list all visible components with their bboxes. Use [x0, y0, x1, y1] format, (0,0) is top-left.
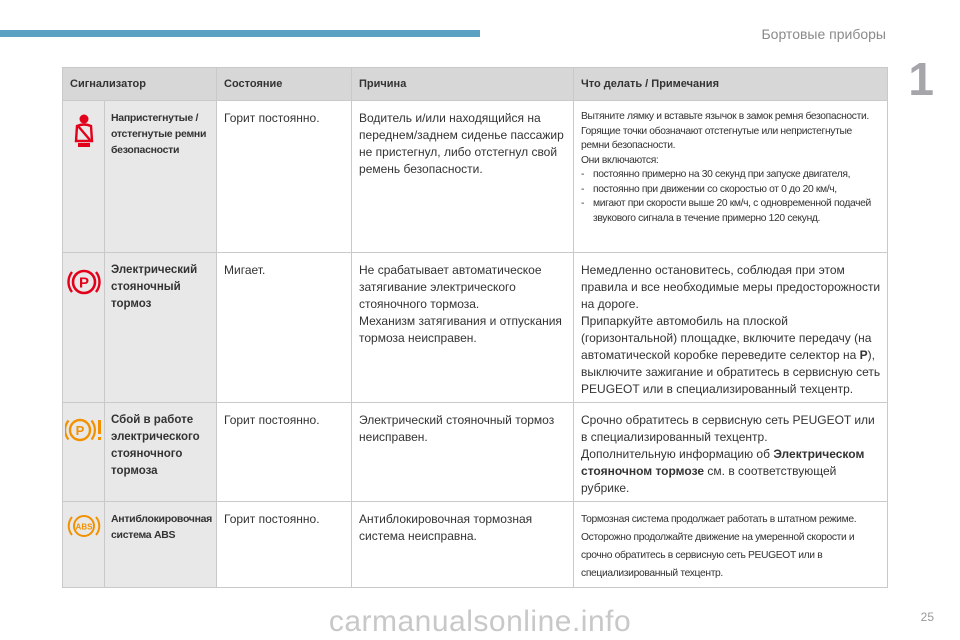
table-row: [63, 403, 888, 502]
action-paragraph: Срочно обратитесь в сервисную сеть PEUGEOT или в специализированный техцентр.: [581, 413, 875, 444]
column-header-cause: Причина: [352, 68, 574, 101]
list-item: - постоянно при движении со скоростью от 0 до 20 км/ч,: [581, 183, 837, 195]
cause-text: Электрический стояночный тормоз неисправен.: [352, 403, 574, 502]
seatbelt-icon: [69, 113, 99, 149]
state-text: Горит постоянно.: [217, 502, 352, 588]
abs-icon-label: ABS: [75, 522, 92, 532]
table-row: [63, 502, 888, 588]
icon-cell: [63, 502, 105, 588]
column-header-state: Состояние: [217, 68, 352, 101]
icon-cell: [63, 403, 105, 502]
state-text: Горит постоянно.: [217, 101, 352, 253]
table-header-row: [63, 68, 888, 101]
action-text: [574, 403, 888, 502]
chapter-number: 1: [908, 53, 934, 105]
action-line: Горящие точки обозначают отстегнутые или непристегнутые ремни безопасности.: [581, 125, 852, 151]
cause-text: Водитель и/или находящийся на переднем/заднем сиденье пассажир не пристегнул, либо отстегнул свой ремень безопасности.: [352, 101, 574, 253]
icon-cell: [63, 253, 105, 403]
list-item: - постоянно примерно на 30 секунд при запуске двигателя,: [581, 169, 851, 180]
action-text: Тормозная система продолжает работать в штатном режиме. Осторожно продолжайте движение на умеренной скорости и срочно обратитесь в сервисную сеть PEUGEOT или в специализированный техцентр.: [574, 502, 888, 588]
cause-text: [352, 253, 574, 403]
svg-text:P: P: [75, 423, 84, 438]
parking-brake-fault-icon: [65, 413, 103, 447]
action-paragraph: Немедленно остановитесь, соблюдая при этом правила и все необходимые меры предосторожности на дороге.: [581, 263, 881, 311]
abs-icon: [67, 511, 101, 541]
action-paragraph: Дополнительную информацию об Электрическом стояночном тормозе см. в соответствующей рубрике.: [581, 447, 865, 495]
cause-line: Не срабатывает автоматическое затягивание электрического стояночного тормоза.: [359, 263, 542, 311]
column-header-action: Что делать / Примечания: [574, 68, 888, 101]
section-title: Бортовые приборы: [761, 26, 886, 42]
indicator-name: Напристегнутые / отстегнутые ремни безопасности: [105, 101, 217, 253]
watermark: carmanualsonline.info: [328, 605, 632, 638]
table-row: [63, 253, 888, 403]
icon-cell: [63, 101, 105, 253]
indicator-name: Антиблокировочная система ABS: [105, 502, 217, 588]
action-text: [574, 101, 888, 253]
action-paragraph: Припаркуйте автомобиль на плоской (горизонтальной) площадке, включите передачу (на автоматической коробке переведите селектор на P), выключите зажигание и обратитесь в сервисную сеть PEUGEOT или в специализированный техцентр.: [581, 314, 881, 396]
table-row: [63, 101, 888, 253]
cause-text: Антиблокировочная тормозная система неисправна.: [352, 502, 574, 588]
action-text: [574, 253, 888, 403]
action-line: Вытяните лямку и вставьте язычок в замок ремня безопасности.: [581, 111, 869, 122]
page-number: 25: [920, 610, 934, 624]
header-accent-bar: [0, 30, 480, 37]
warning-lights-table: [62, 67, 888, 588]
state-text: Мигает.: [217, 253, 352, 403]
indicator-name: Сбой в работе электрического стояночного тормоза: [105, 403, 217, 502]
list-item: - мигают при скорости выше 20 км/ч, с одновременной подачей звукового сигнала в течение примерно 120 секунд.: [581, 198, 871, 224]
svg-text:P: P: [78, 274, 89, 292]
indicator-name: Электрический стояночный тормоз: [105, 253, 217, 403]
parking-brake-icon: [67, 265, 101, 299]
cause-line: Механизм затягивания и отпускания тормоза неисправен.: [359, 314, 562, 345]
action-line: Они включаются:: [581, 154, 659, 166]
state-text: Горит постоянно.: [217, 403, 352, 502]
column-header-indicator: Сигнализатор: [63, 68, 217, 101]
